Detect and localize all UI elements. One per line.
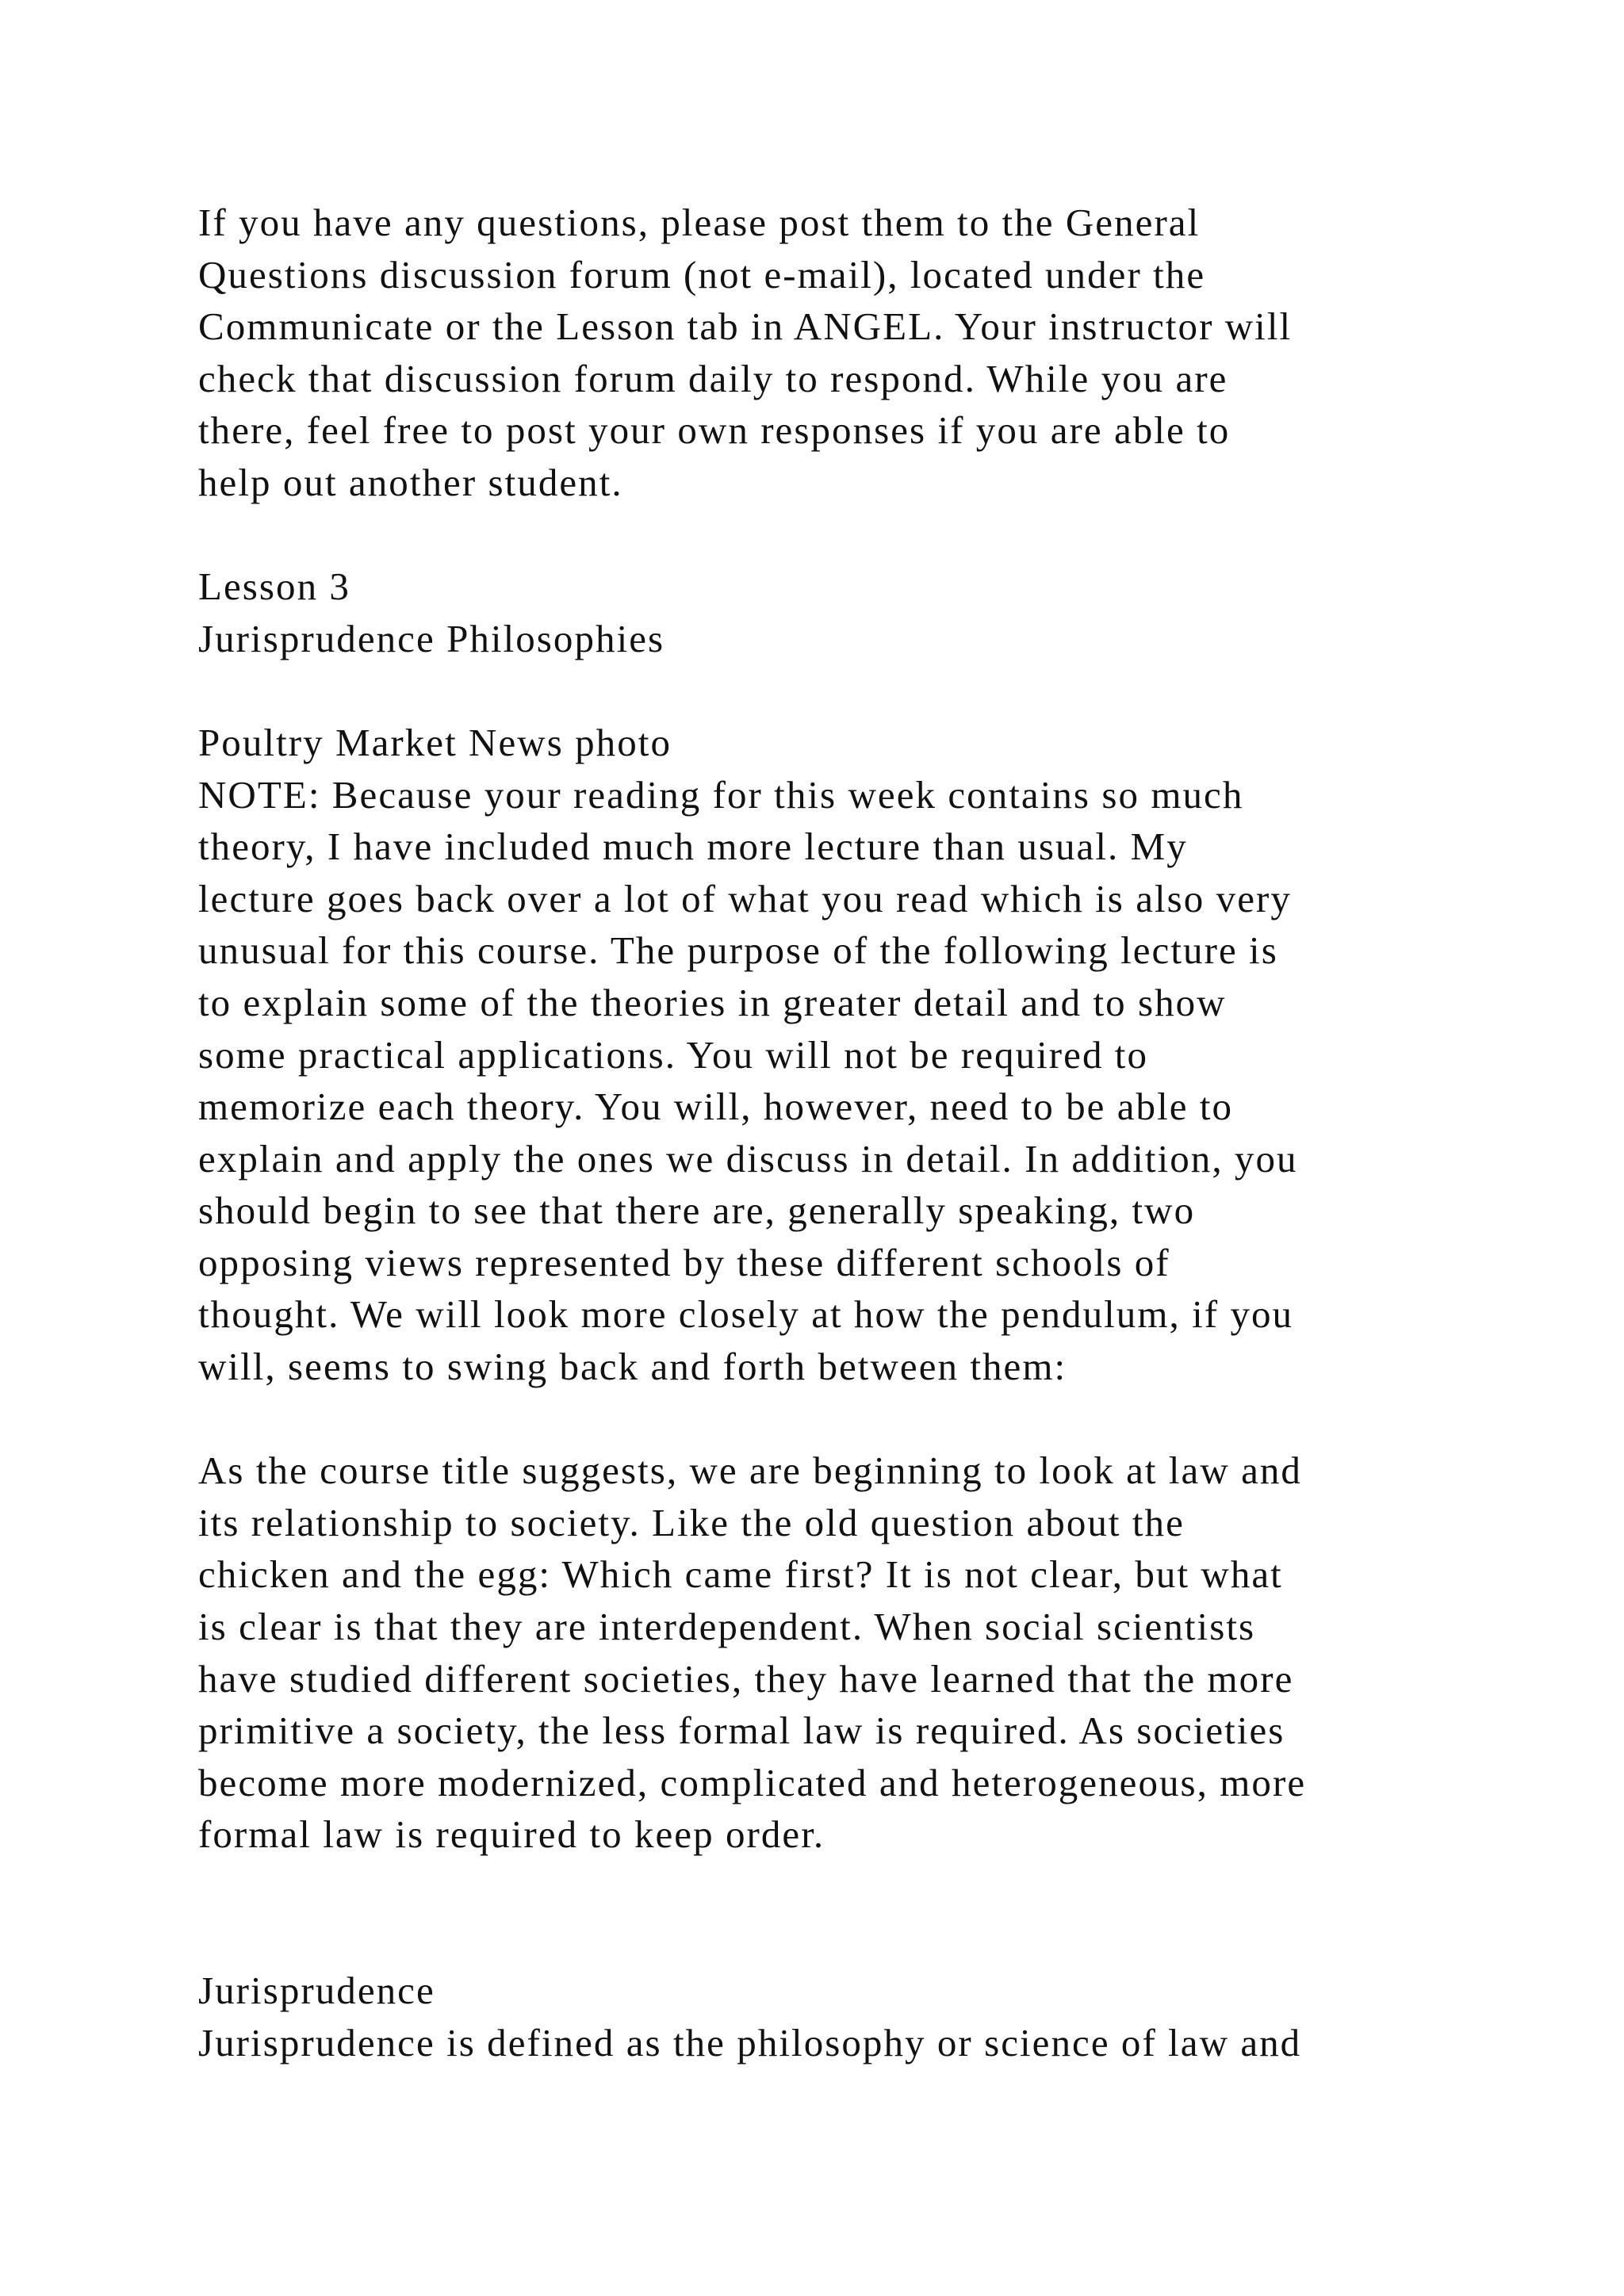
intro-paragraph (198, 197, 1499, 509)
section-heading: Jurisprudence (198, 1969, 435, 2013)
note-paragraph (198, 769, 1499, 1393)
document-body (198, 197, 1499, 2068)
spacer (198, 1861, 1499, 1913)
society-line: As the course title suggests, we are beginning to look at law and (198, 1448, 1302, 1493)
note-line: NOTE: Because your reading for this week contains so much (198, 772, 1244, 817)
intro-line: there, feel free to post your own responses if you are able to (198, 408, 1231, 453)
society-paragraph (198, 1445, 1499, 1861)
note-line: to explain some of the theories in greater detail and to show (198, 980, 1227, 1024)
note-line: will, seems to swing back and forth between them: (198, 1345, 1067, 1389)
note-line: some practical applications. You will not be required to (198, 1032, 1149, 1077)
photo-caption: Poultry Market News photo (198, 720, 672, 764)
intro-line: Communicate or the Lesson tab in ANGEL. Your instructor will (198, 304, 1293, 349)
intro-line: help out another student. (198, 460, 623, 504)
society-line: formal law is required to keep order. (198, 1812, 825, 1857)
note-line: thought. We will look more closely at how the pendulum, if you (198, 1292, 1294, 1337)
definition-line: Jurisprudence is defined as the philosophy or science of law and (198, 2020, 1302, 2064)
spacer (198, 509, 1499, 561)
note-line: should begin to see that there are, generally speaking, two (198, 1188, 1196, 1233)
note-line: theory, I have included much more lecture than usual. My (198, 825, 1188, 869)
intro-line: check that discussion forum daily to respond. While you are (198, 356, 1228, 400)
society-line: is clear is that they are interdependent. When social scientists (198, 1605, 1256, 1649)
note-line: explain and apply the ones we discuss in detail. In addition, you (198, 1136, 1298, 1181)
spacer (198, 664, 1499, 717)
society-line: have studied different societies, they have learned that the more (198, 1656, 1294, 1701)
intro-line: Questions discussion forum (not e-mail), located under the (198, 252, 1206, 297)
lesson-number: Lesson 3 (198, 564, 350, 609)
lesson-title: Jurisprudence Philosophies (198, 616, 665, 660)
note-line: lecture goes back over a lot of what you read which is also very (198, 876, 1292, 920)
society-line: chicken and the egg: Which came first? It is not clear, but what (198, 1552, 1283, 1597)
spacer (198, 1913, 1499, 1965)
society-line: its relationship to society. Like the old question about the (198, 1500, 1185, 1544)
definition-paragraph (198, 2017, 1499, 2069)
note-line: unusual for this course. The purpose of the following lecture is (198, 928, 1278, 973)
society-line: primitive a society, the less formal law is required. As societies (198, 1709, 1285, 1753)
spacer (198, 1393, 1499, 1445)
intro-line: If you have any questions, please post them to the General (198, 201, 1201, 244)
note-line: memorize each theory. You will, however, need to be able to (198, 1085, 1234, 1129)
society-line: become more modernized, complicated and heterogeneous, more (198, 1760, 1307, 1804)
note-line: opposing views represented by these different schools of (198, 1240, 1170, 1284)
